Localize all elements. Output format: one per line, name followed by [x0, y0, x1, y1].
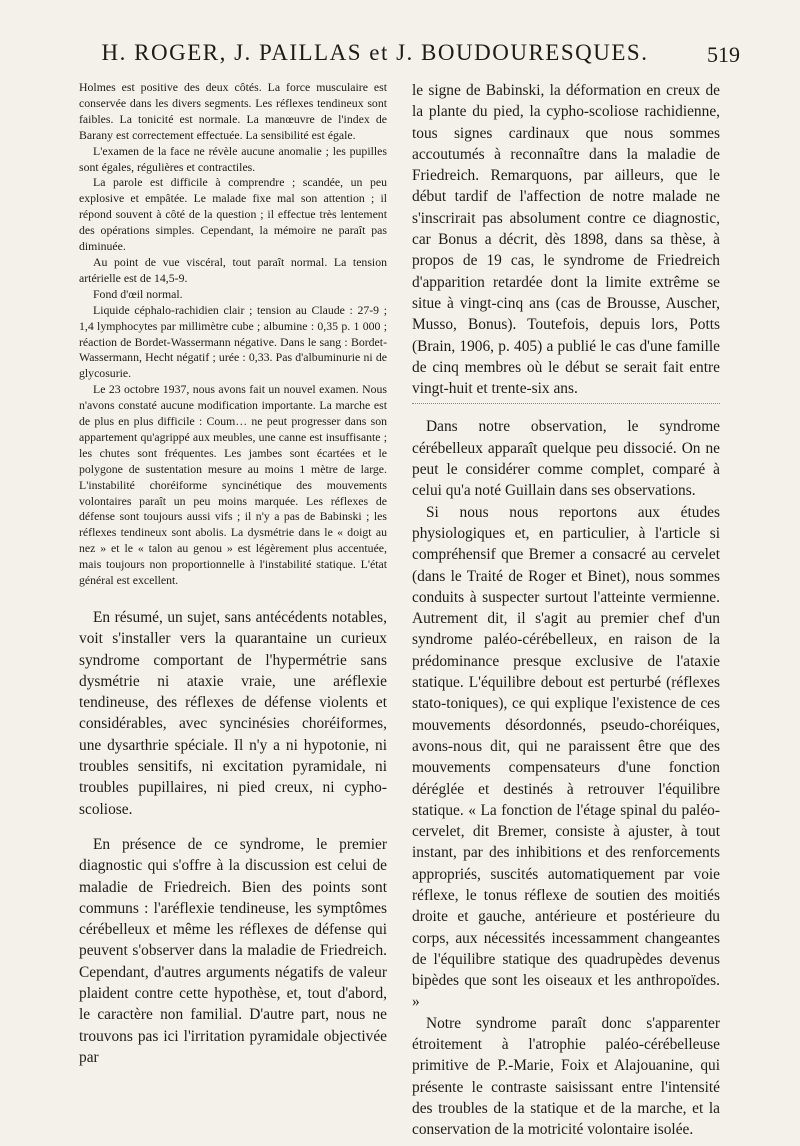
page-number: 519	[707, 42, 740, 67]
case-report	[79, 80, 387, 589]
right-column	[412, 80, 720, 1141]
case-paragraph: L'examen de la face ne révèle aucune anomalie ; les pupilles sont égales, régulières et contractiles.	[79, 143, 387, 174]
body-paragraph: En présence de ce syndrome, le premier diagnostic qui s'offre à la discussion est celui de maladie de Friedreich. Bien des points sont communs : l'aréflexie tendineuse, les symptômes cérébelleux et même les réflexes de défense qui peuvent s'observer dans la maladie de Friedreich. Cependant, d'autres arguments négatifs de valeur plaident contre cette hypothèse, et, tout d'abord, le caractère non familial. D'autre part, nous ne trouvons pas ici l'irritation pyramidale objectivée par	[79, 835, 387, 1066]
case-paragraph: Holmes est positive des deux côtés. La force musculaire est conservée dans les divers segments. Les réflexes tendineux sont faibles. La tonicité est normale. La manœuvre de l'index de Barany est correctement effectuée. La sensibilité est égale.	[79, 80, 387, 142]
discussion-left	[79, 607, 387, 1068]
case-paragraph: Liquide céphalo-rachidien clair ; tension au Claude : 27-9 ; 1,4 lymphocytes par millimètre cube ; albumine : 0,35 p. 1 000 ; réaction de Bordet-Wassermann négative. Dans le sang : Bordet-Wassermann, Hecht négatif ; urée : 0,33. Pas d'albuminurie ni de glycosurie.	[79, 302, 387, 381]
discussion-right	[412, 80, 720, 1141]
section-divider	[412, 403, 720, 410]
body-paragraph: Dans notre observation, le syndrome cérébelleux apparaît quelque peu dissocié. On ne peut le considérer comme complet, comparé à celui qu'a noté Guillain dans ses observations.	[412, 418, 720, 500]
body-paragraph: En résumé, un sujet, sans antécédents notables, voit s'installer vers la quarantaine un curieux syndrome comportant de l'hypermétrie sans dysmétrie ni ataxie vraie, une aréflexie tendineuse, des réflexes de défense violents et considérables, avec syncinésies choréiformes, une dysarthrie spéciale. Il n'y a ni hypotonie, ni troubles sensitifs, ni excitation pyramidale, ni troubles pupillaires, ni pied creux, ni cypho-scoliose.	[79, 609, 387, 818]
body-paragraph: le signe de Babinski, la déformation en creux de la plante du pied, la cypho-scoliose rachidienne, tous signes cardinaux que nous sommes accoutumés à reconnaître dans la maladie de Friedreich. Remarquons, par ailleurs, que le début tardif de l'affection de notre malade ne s'inscrirait pas absolument contre ce diagnostic, car Bonus a décrit, dès 1898, dans sa thèse, à propos de 19 cas, le syndrome de Friedreich d'apparition retardée dont la limite extrême se situe à vingt-cinq ans (cas de Brousse, Auscher, Musso, Bonus). Toutefois, depuis lors, Potts (Brain, 1906, p. 405) a publié le cas d'une famille de cinq membres où le début se serait fait entre vingt-huit et trente-six ans.	[412, 82, 720, 398]
body-paragraph: Si nous nous reportons aux études physiologiques et, en particulier, à l'article si compréhensif que Bremer a consacré au cervelet (dans le Traité de Roger et Binet), nous sommes conduits à suspecter surtout l'atteinte vermienne. Autrement dit, il s'agit au premier chef d'un syndrome paléo-cérébelleux, en raison de la prédominance presque exclusive de l'ataxie statique. L'équilibre debout est perturbé (réflexes stato-toniques), ce qui explique l'existence de ces mouvements désordonnés, pseudo-choréiques, avons-nous dit, qui ne paraissent être que des mouvements compensateurs d'une fonction déréglée et destinés à retrouver l'équilibre statique. « La fonction de l'étage spinal du paléo-cervelet, dit Bremer, consiste à ajuster, à tout instant, par des inhibitions et des renforcements appropriés, suscités automatiquement par voie réflexe, le tonus réflexe de soutien des moitiés droite et gauche, antérieure et postérieure du corps, aux nécessités incessamment changeantes de l'équilibre statique des quadrupèdes devenus bipèdes que sont les oiseaux et les anthropoïdes. »	[412, 503, 720, 1011]
running-header	[80, 40, 740, 74]
case-paragraph: La parole est difficile à comprendre ; scandée, un peu explosive et empâtée. Le malade fixe mal son attention ; il répond souvent à côté de la question ; il effectue très lentement des opérations simples. Cependant, la mémoire ne paraît pas diminuée.	[79, 175, 387, 254]
case-paragraph: Le 23 octobre 1937, nous avons fait un nouvel examen. Nous n'avons constaté aucune modification importante. La marche est de plus en plus difficile : Coum… ne peut progresser dans son appartement qu'agrippé aux meubles, une canne est insuffisante ; les chutes sont fréquentes. Les jambes sont écartées et le polygone de sustentation mesure au moins 1 mètre de large. L'instabilité choréiforme syncinétique des mouvements volontaires paraît un peu moins marquée. Les réflexes de défense sont toujours aussi vifs ; il n'y a pas de Babinski ; les réflexes tendineux sont abolis. La dysmétrie dans le « doigt au nez » et le « talon au genou » est légèrement plus accentuée, mais toujours non proportionnelle à l'instabilité statique. L'état général est excellent.	[79, 382, 387, 588]
case-paragraph: Fond d'œil normal.	[93, 286, 183, 301]
running-title: H. ROGER, J. PAILLAS et J. BOUDOURESQUES.	[101, 40, 649, 65]
left-column	[79, 80, 387, 1068]
body-paragraph: Notre syndrome paraît donc s'apparenter étroitement à l'atrophie paléo-cérébelleuse primitive de P.-Marie, Foix et Alajouanine, qui présente le contraste saisissant entre l'intensité des troubles de la statique et de la marche, et la conservation de la motricité volontaire isolée.	[412, 1014, 720, 1139]
case-paragraph: Au point de vue viscéral, tout paraît normal. La tension artérielle est de 14,5-9.	[79, 254, 387, 285]
